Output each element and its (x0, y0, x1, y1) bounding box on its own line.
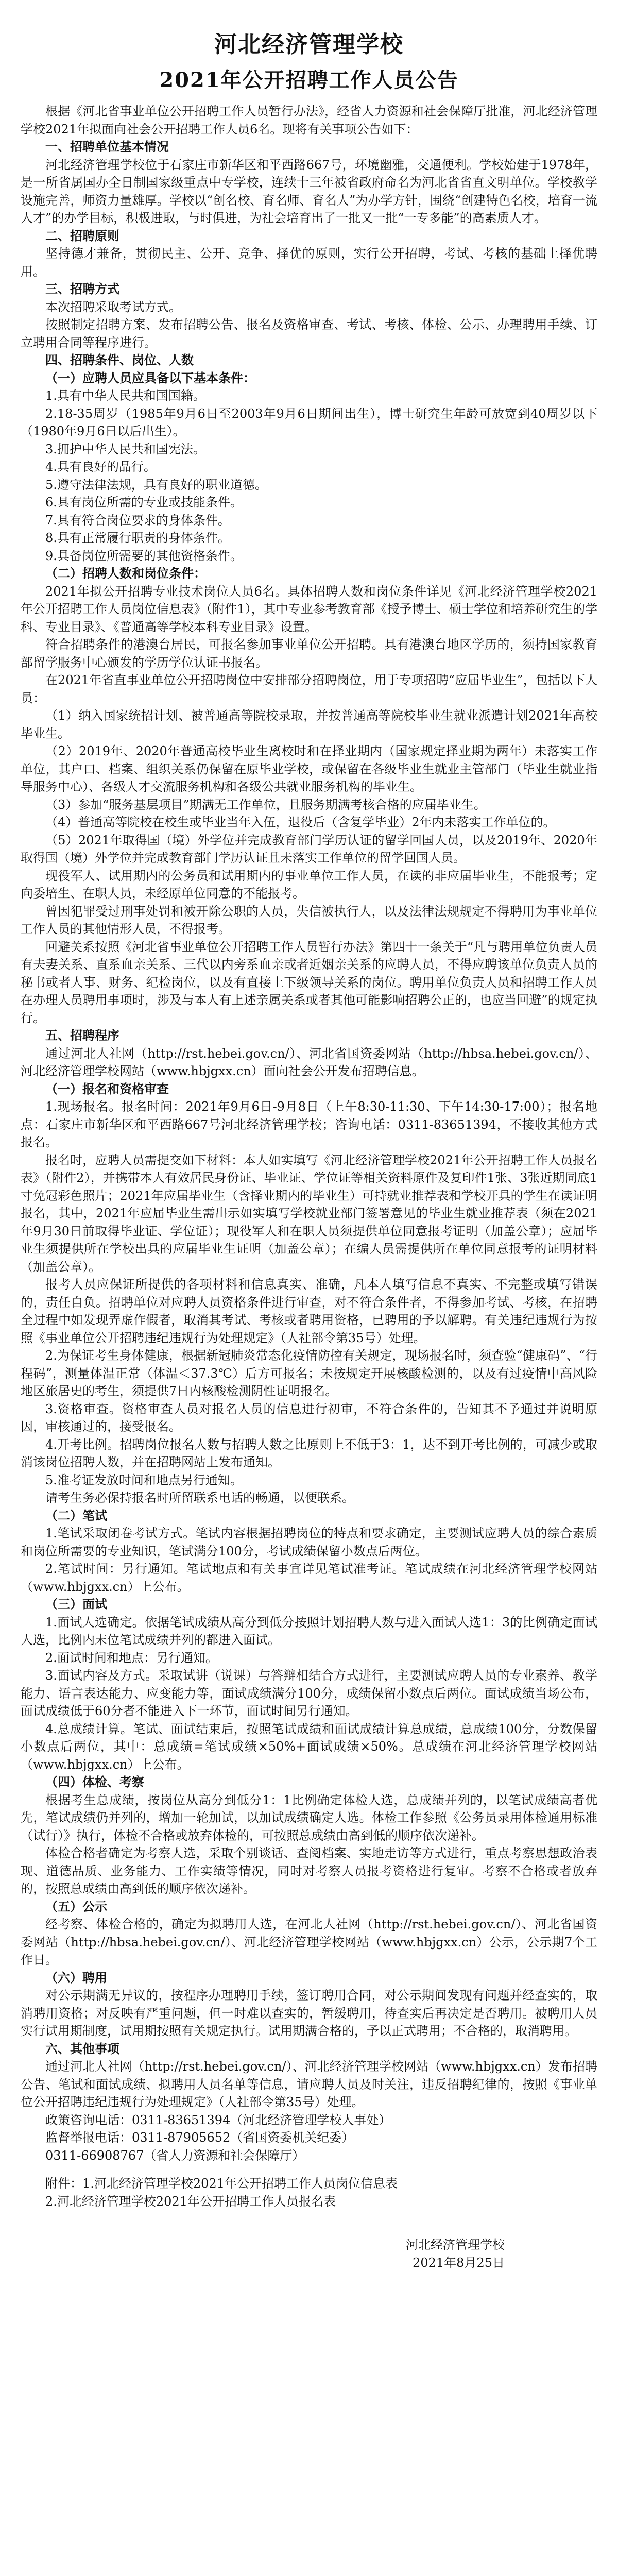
body-paragraph: 1.具有中华人民共和国国籍。 (45, 388, 205, 403)
subsection-heading: （一）报名和资格审查 (45, 1081, 169, 1096)
body-paragraph: 河北经济管理学校位于石家庄市新华区和平西路667号，环境幽雅，交通便利。学校始建于1978年，是一所省属国办全日制国家级重点中专学校，连续十三年被省政府命名为河北省省直文明单位。学校教学设施完善，师资力量雄厚。学校以“创名校、育名师、育名人”为办学方针，围绕“创建特色名校，培育一流人才”的办学目标，积极进取，与时俱进，为社会培育出了一批又一批“一专多能”的高素质人才。 (21, 157, 597, 225)
body-paragraph: 3.面试内容及方式。采取试讲（说课）与答辩相结合方式进行，主要测试应聘人员的专业素养、教学能力、语言表达能力、应变能力等，面试成绩满分100分，成绩保留小数点后两位。面试成绩当场公布，面试成绩低于60分者不能进入下一环节，面试时间另行通知。 (21, 1668, 597, 1718)
signature-organization: 河北经济管理学校 (406, 2238, 505, 2252)
title-announcement: 2021年公开招聘工作人员公告 (159, 68, 459, 92)
body-paragraph: 6.具有岗位所需的专业或技能条件。 (45, 495, 243, 510)
title-school-name: 河北经济管理学校 (214, 31, 404, 58)
section-heading: 五、招聘程序 (45, 1028, 119, 1043)
subsection-heading: （二）招聘人数和岗位条件： (45, 566, 206, 581)
body-paragraph: 本次招聘采取考试方式。 (45, 299, 181, 314)
body-paragraph: 通过河北人社网（http://rst.hebei.gov.cn/）、河北省国资委网站（http://hbsa.hebei.gov.cn/）、河北经济管理学校网站（www.hbjgxx.cn）面向社会公开发布招聘信息。 (21, 1046, 597, 1078)
body-paragraph: 5.准考证发放时间和地点另行通知。 (45, 1472, 243, 1487)
signature-date: 2021年8月25日 (413, 2255, 505, 2270)
body-paragraph: 附件：1.河北经济管理学校2021年公开招聘工作人员岗位信息表 (45, 2176, 398, 2191)
section-heading: 三、招聘方式 (45, 281, 119, 296)
body-paragraph: 3.拥护中华人民共和国宪法。 (45, 442, 205, 456)
subsection-heading: （二）笔试 (45, 1507, 107, 1523)
body-paragraph: 4.开考比例。招聘岗位报名人数与招聘人数之比原则上不低于3：1，达不到开考比例的，可减少或取消该岗位招聘人数，并在招聘网站上发布通知。 (21, 1437, 597, 1469)
body-paragraph: 2.18-35周岁（1985年9月6日至2003年9月6日期间出生），博士研究生年龄可放宽到40周岁以下（1980年9月6日以后出生）。 (21, 406, 597, 438)
body-paragraph: 经考察、体检合格的，确定为拟聘用人选，在河北人社网（http://rst.hebei.gov.cn/）、河北省国资委网站（http://hbsa.hebei.gov.cn/）、河北经济管理学校网站（www.hbjgxx.cn）公示，公示期7个工作日。 (21, 1917, 597, 1967)
body-paragraph: 1.现场报名。报名时间：2021年9月6日-9月8日（上午8:30-11:30、下午14:30-17:00）；报名地点：石家庄市新华区和平西路667号河北经济管理学校；咨询电话：0311-83651394，不接收其他方式报名。 (21, 1099, 597, 1149)
body-paragraph: 1.面试人选确定。依据笔试成绩从高分到低分按照计划招聘人数与进入面试人选1：3的比例确定面试人选，比例内末位笔试成绩并列的都进入面试。 (21, 1615, 597, 1647)
body-paragraph: 4.总成绩计算。笔试、面试结束后，按照笔试成绩和面试成绩计算总成绩，总成绩100分，分数保留小数点后两位，其中：总成绩=笔试成绩×50%+面试成绩×50%。总成绩在河北经济管理学校网站（www.hbjgxx.cn）上公布。 (21, 1721, 597, 1772)
body-paragraph: 曾因犯罪受过刑事处罚和被开除公职的人员，失信被执行人，以及法律法规规定不得聘用为事业单位工作人员的其他情形人员，不得报考。 (21, 904, 597, 936)
body-paragraph: 政策咨询电话：0311-83651394（河北经济管理学校人事处） (45, 2112, 391, 2127)
body-paragraph: 报名时，应聘人员需提交如下材料：本人如实填写《河北经济管理学校2021年公开招聘工作人员报名表》（附件2），并携带本人有效居民身份证、毕业证、学位证等相关资料原件及复印件1张、3张近期同底1寸免冠彩色照片；2021年应届毕业生（含择业期内的毕业生）可持就业推荐表和学校开具的学生在读证明报名，其中，2021年应届毕业生需出示如实填写学校就业部门签署意见的毕业生就业推荐表（须在2021年9月30日前取得毕业证、学位证）；现役军人和在职人员须提供单位同意报考证明（加盖公章）；应届毕业生须提供所在学校出具的应届毕业生证明（加盖公章）；在编人员需提供所在单位同意报考的证明材料（加盖公章）。 (21, 1153, 597, 1274)
body-paragraph: 监督举报电话：0311-87905652（省国资委机关纪委） (45, 2130, 354, 2145)
subsection-heading: （六）聘用 (45, 1970, 107, 1985)
body-paragraph: 7.具有符合岗位要求的身体条件。 (45, 513, 230, 528)
subsection-heading: （五）公示 (45, 1899, 107, 1914)
section-heading: 四、招聘条件、岗位、人数 (45, 352, 194, 367)
body-paragraph: （4）普通高等院校在校生或毕业当年入伍，退役后（含复学毕业）2年内未落实工作单位的。 (45, 815, 556, 829)
body-paragraph: 按照制定招聘方案、发布招聘公告、报名及资格审查、考试、考核、体检、公示、办理聘用手续、订立聘用合同等程序进行。 (21, 317, 597, 350)
section-heading: 一、招聘单位基本情况 (45, 139, 169, 154)
body-paragraph: 回避关系按照《河北省事业单位公开招聘工作人员暂行办法》第四十一条关于“凡与聘用单位负责人员有夫妻关系、直系血亲关系、三代以内旁系血亲或者近姻亲关系的应聘人员，不得应聘该单位负责人员的秘书或者人事、财务、纪检岗位，以及有直接上下级领导关系的岗位。聘用单位负责人员和招聘工作人员在办理人员聘用事项时，涉及与本人有上述亲属关系或者其他可能影响招聘公正的，也应当回避”的规定执行。 (21, 939, 597, 1025)
body-paragraph: （3）参加“服务基层项目”期满无工作单位，且服务期满考核合格的应届毕业生。 (45, 797, 486, 812)
body-paragraph: 现役军人、试用期内的公务员和试用期内的事业单位工作人员，在读的非应届毕业生，不能报考；定向委培生、在职人员，未经原单位同意的不能报考。 (21, 868, 597, 901)
body-paragraph: 4.具有良好的品行。 (45, 460, 156, 474)
body-paragraph: 9.具备岗位所需要的其他资格条件。 (45, 548, 243, 563)
body-paragraph: 5.遵守法律法规，具有良好的职业道德。 (45, 477, 267, 492)
body-paragraph: 2.笔试时间：另行通知。笔试地点和有关事宜详见笔试准考证。笔试成绩在河北经济管理学校网站（www.hbjgxx.cn）上公布。 (21, 1562, 597, 1594)
body-paragraph: 2.为保证考生身体健康，根据新冠肺炎常态化疫情防控有关规定，现场报名时，须查验“健康码”、“行程码”，测量体温正常（体温＜37.3℃）后方可报名；未按规定开展核酸检测的，以及有过疫情中高风险地区旅居史的考生，须提供7日内核酸检测阴性证明报名。 (21, 1348, 597, 1398)
subsection-heading: （四）体检、考察 (45, 1774, 144, 1789)
announcement-body (21, 103, 597, 2210)
subsection-heading: （一）应聘人员应具备以下基本条件： (45, 370, 255, 385)
body-paragraph: （2）2019年、2020年普通高校毕业生离校时和在择业期内（国家规定择业期为两年）未落实工作单位，其户口、档案、组织关系仍保留在原毕业学校，或保留在各级毕业生就业主管部门（毕业生就业指导服务中心）、各级人才交流服务机构和各级公共就业服务机构的毕业生。 (21, 744, 597, 794)
body-paragraph: 3.资格审查。资格审查人员对报名人员的信息进行初审，不符合条件的，告知其不予通过并说明原因，审核通过的，接受报名。 (21, 1401, 597, 1434)
body-paragraph: 在2021年省直事业单位公开招聘岗位中安排部分招聘岗位，用于专项招聘“应届毕业生”，包括以下人员： (21, 673, 597, 705)
subsection-heading: （三）面试 (45, 1597, 107, 1612)
body-paragraph: 报考人员应保证所提供的各项材料和信息真实、准确，凡本人填写信息不真实、不完整或填写错误的，责任自负。招聘单位对应聘人员资格条件进行审查，对不符合条件者，不得参加考试、考核，在招聘全过程中如发现弄虚作假者，取消其考试、考核或者聘用资格，已聘用的予以解聘。有关违纪违规行为按照《事业单位公开招聘违纪违规行为处理规定》（人社部令第35号）处理。 (21, 1277, 597, 1345)
spacer (21, 2164, 597, 2175)
body-paragraph: 根据考生总成绩，按岗位从高分到低分1：1比例确定体检人选，总成绩并列的，以笔试成绩高者优先，笔试成绩仍并列的，增加一轮加试，以加试成绩确定人选。体检工作参照《公务员录用体检通用标准（试行）》执行，体检不合格或放弃体检的，可按照总成绩由高到低的顺序依次递补。 (21, 1792, 597, 1843)
section-heading: 六、其他事项 (45, 2041, 119, 2056)
body-paragraph: （1）纳入国家统招计划、被普通高等院校录取，并按普通高等院校毕业生就业派遣计划2021年高校毕业生。 (21, 708, 597, 741)
signature-block (21, 2236, 597, 2272)
body-paragraph: 2021年拟公开招聘专业技术岗位人员6名。具体招聘人数和岗位条件详见《河北经济管理学校2021年公开招聘工作人员岗位信息表》（附件1），其中专业参考教育部《授予博士、硕士学位和培养研究生的学科、专业目录》、《普通高等学校本科专业目录》设置。 (21, 584, 597, 634)
body-paragraph: （5）2021年取得国（境）外学位并完成教育部门学历认证的留学回国人员，以及2019年、2020年取得国（境）外学位并完成教育部门学历认证且未落实工作单位的留学回国人员。 (21, 833, 597, 865)
body-paragraph: 0311-66908767（省人力资源和社会保障厅） (45, 2148, 305, 2163)
body-paragraph: 坚持德才兼备，贯彻民主、公开、竞争、择优的原则，实行公开招聘，考试、考核的基础上择优聘用。 (21, 246, 597, 279)
body-paragraph: 体检合格者确定为考察人选，采取个别谈话、查阅档案、实地走访等方式进行，重点考察思想政治表现、道德品质、业务能力、工作实绩等情况，同时对考察人员报考资格进行复审。考察不合格或者放弃的，按照总成绩由高到低的顺序依次递补。 (21, 1846, 597, 1896)
body-paragraph: 对公示期满无异议的，按程序办理聘用手续，签订聘用合同，对公示期间发现有问题并经查实的，取消聘用资格；对反映有严重问题，但一时难以查实的，暂缓聘用，待查实后再决定是否聘用。被聘用人员实行试用期制度，试用期按照有关规定执行。试用期满合格的，予以正式聘用；不合格的，取消聘用。 (21, 1988, 597, 2038)
body-paragraph: 8.具有正常履行职责的身体条件。 (45, 531, 230, 545)
body-paragraph: 通过河北人社网（http://rst.hebei.gov.cn/）、河北经济管理学校网站（www.hbjgxx.cn）发布招聘公告、笔试和面试成绩、拟聘用人员名单等信息，请应聘人员及时关注，违反招聘纪律的，按照《事业单位公开招聘违纪违规行为处理规定》（人社部令第35号）处理。 (21, 2059, 597, 2109)
body-paragraph: 2.面试时间和地点：另行通知。 (45, 1650, 218, 1665)
body-paragraph: 1.笔试采取闭卷考试方式。笔试内容根据招聘岗位的特点和要求确定，主要测试应聘人员的综合素质和岗位所需要的专业知识，笔试满分100分，考试成绩保留小数点后两位。 (21, 1526, 597, 1558)
body-paragraph: 2.河北经济管理学校2021年公开招聘工作人员报名表 (45, 2194, 336, 2209)
section-heading: 二、招聘原则 (45, 228, 119, 243)
body-paragraph: 请考生务必保持报名时所留联系电话的畅通，以便联系。 (45, 1490, 354, 1505)
body-paragraph: 根据《河北省事业单位公开招聘工作人员暂行办法》，经省人力资源和社会保障厅批准，河北经济管理学校2021年拟面向社会公开招聘工作人员6名。现将有关事项公告如下： (21, 104, 597, 137)
body-paragraph: 符合招聘条件的港澳台居民，可报名参加事业单位公开招聘。具有港澳台地区学历的，须持国家教育部留学服务中心颁发的学历学位认证书报名。 (21, 637, 597, 670)
